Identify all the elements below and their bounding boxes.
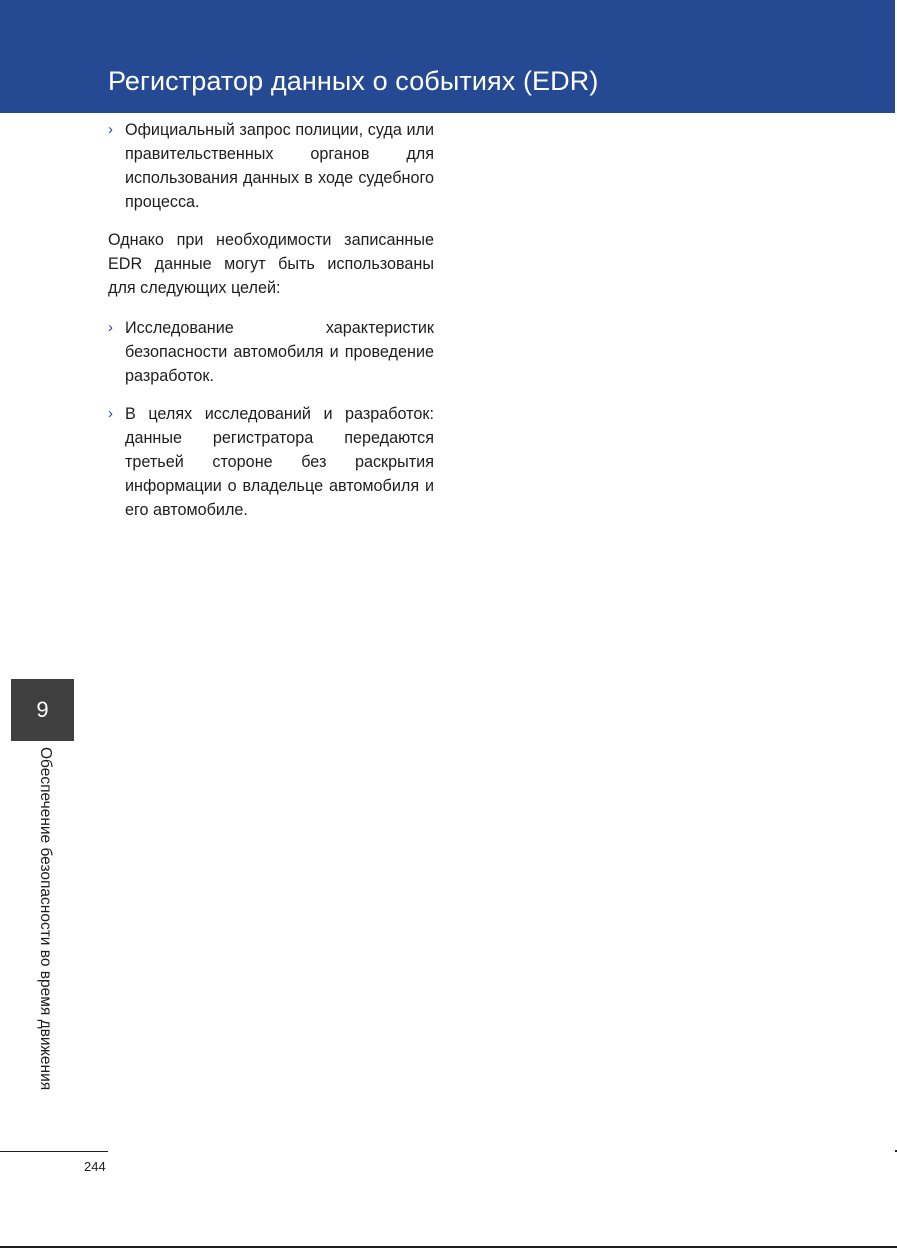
chevron-right-icon: ›: [108, 405, 113, 422]
chevron-right-icon: ›: [108, 121, 113, 138]
chapter-title-vertical: Обеспечение безопасности во время движения: [37, 747, 54, 1091]
list-item-text: В целях исследований и разработок: данные регистратора передаются третьей стороне без раскрытия информации о владельце автомобиля и его автомобиле.: [125, 405, 434, 519]
chapter-number: 9: [36, 697, 49, 722]
page-header-bar: [0, 0, 895, 113]
list-item-research-development: [108, 402, 434, 522]
list-item-safety-research: [108, 316, 434, 388]
footer-divider: [0, 1151, 108, 1152]
chapter-number-tab: [11, 679, 74, 741]
list-item-text: Исследование характеристик безопасности автомобиля и проведение разработок.: [125, 319, 434, 385]
list-item-text: Официальный запрос полиции, суда или правительственных органов для использования данных в ходе судебного процесса.: [125, 121, 434, 211]
body-paragraph: Однако при необходимости записанные EDR данные могут быть использованы для следующих целей:: [108, 231, 434, 297]
list-item-official-request: [108, 118, 434, 214]
page-number: 244: [84, 1159, 106, 1174]
page-title: Регистратор данных о событиях (EDR): [108, 66, 599, 96]
main-text-column: [108, 118, 434, 522]
chevron-right-icon: ›: [108, 319, 113, 336]
